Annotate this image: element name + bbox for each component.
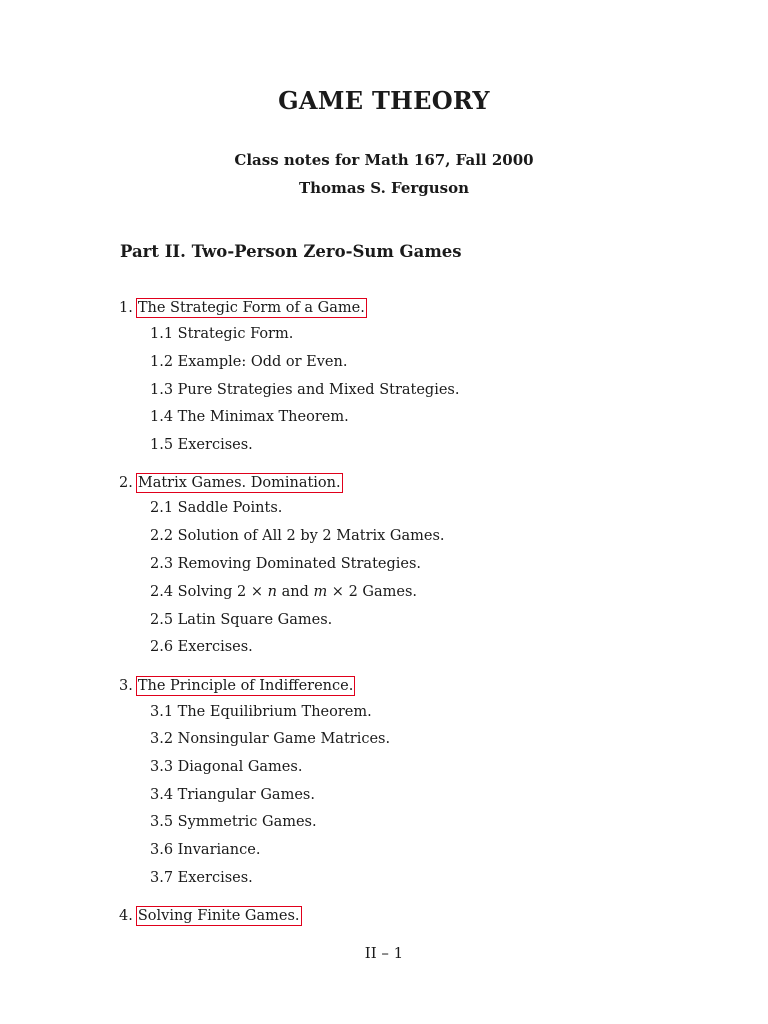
toc-section: 2.3 Removing Dominated Strategies. — [150, 556, 422, 572]
document-author: Thomas S. Ferguson — [298, 179, 470, 197]
toc-chapter-1 — [119, 298, 367, 318]
toc-section: 3.6 Invariance. — [150, 842, 261, 858]
chapter-number: 2. — [119, 475, 133, 491]
part-heading: Part II. Two-Person Zero-Sum Games — [120, 242, 462, 261]
toc-section: 2.5 Latin Square Games. — [150, 612, 333, 628]
toc-section: 3.4 Triangular Games. — [150, 787, 315, 803]
page-number: II – 1 — [364, 944, 404, 962]
toc-chapter-2 — [119, 473, 343, 493]
toc-chapter-3 — [119, 676, 355, 696]
toc-section: 1.2 Example: Odd or Even. — [150, 354, 348, 370]
chapter-link-1[interactable]: The Strategic Form of a Game. — [137, 300, 365, 316]
toc-section: 2.6 Exercises. — [150, 639, 253, 655]
document-title: GAME THEORY — [278, 86, 490, 115]
toc-section: 2.2 Solution of All 2 by 2 Matrix Games. — [150, 528, 445, 544]
toc-section: 1.5 Exercises. — [150, 437, 253, 453]
chapter-link-4[interactable]: Solving Finite Games. — [137, 908, 300, 924]
chapter-link-2[interactable]: Matrix Games. Domination. — [137, 475, 341, 491]
chapter-number: 3. — [119, 678, 133, 694]
toc-section: 3.2 Nonsingular Game Matrices. — [150, 731, 391, 747]
chapter-number: 4. — [119, 908, 133, 924]
toc-chapter-4 — [119, 906, 302, 926]
toc-section: 3.5 Symmetric Games. — [150, 814, 317, 830]
toc-section: 3.7 Exercises. — [150, 870, 253, 886]
toc-section: 2.4 Solving 2 × n and m × 2 Games. — [150, 584, 418, 600]
toc-section: 1.4 The Minimax Theorem. — [150, 409, 349, 425]
chapter-link-3[interactable]: The Principle of Indifference. — [137, 678, 354, 694]
document-subtitle: Class notes for Math 167, Fall 2000 — [234, 151, 534, 169]
toc-section: 1.3 Pure Strategies and Mixed Strategies. — [150, 382, 460, 398]
toc-section: 3.3 Diagonal Games. — [150, 759, 303, 775]
chapter-number: 1. — [119, 300, 133, 316]
toc-section: 1.1 Strategic Form. — [150, 326, 294, 342]
toc-section: 3.1 The Equilibrium Theorem. — [150, 704, 372, 720]
toc-section: 2.1 Saddle Points. — [150, 500, 283, 516]
